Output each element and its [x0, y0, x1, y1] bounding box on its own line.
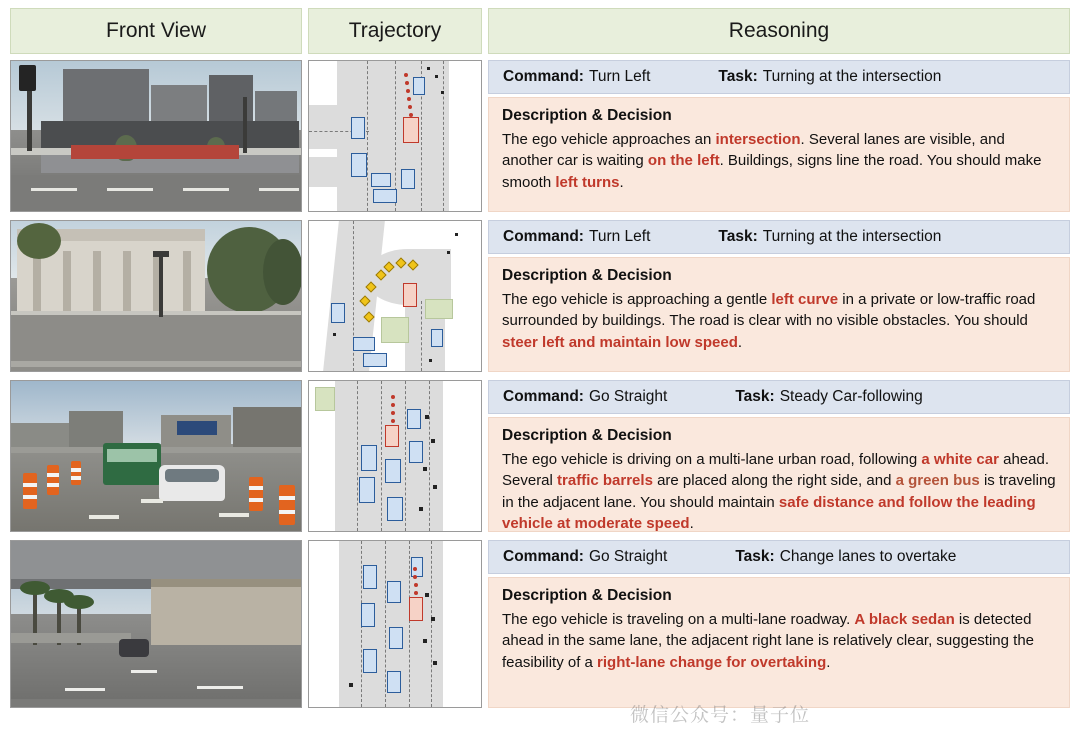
front-view-image-1: [10, 60, 302, 212]
description-title: Description & Decision: [502, 427, 672, 444]
description-title: Description & Decision: [502, 107, 672, 124]
command-value: Turn Left: [588, 68, 651, 85]
front-view-image-2: [10, 220, 302, 372]
table-row: [10, 220, 1070, 372]
description-box-1: [488, 97, 1070, 212]
command-value: Go Straight: [588, 548, 668, 565]
column-header-row: [10, 8, 1070, 54]
watermark: 微信公众号：量子位: [630, 705, 811, 726]
description-body: The ego vehicle is traveling on a multi-lane roadway. A black sedan is detected ahead in the same lane, the adjacent right lane is relatively clear, suggesting the feasibility of a right-lane change for overtaking.: [502, 611, 1035, 671]
header-front-view: Front View: [10, 8, 302, 54]
task-value: Turning at the intersection: [762, 228, 942, 245]
task-label: Task:: [735, 388, 775, 405]
description-title: Description & Decision: [502, 587, 672, 604]
description-box-3: [488, 417, 1070, 532]
trajectory-bev-3: [308, 380, 482, 532]
command-label: Command:: [503, 388, 584, 405]
task-value: Change lanes to overtake: [779, 548, 957, 565]
header-trajectory: Trajectory: [308, 8, 482, 54]
command-bar-1: [488, 60, 1070, 94]
example-rows: [10, 60, 1070, 708]
description-box-2: [488, 257, 1070, 372]
header-reasoning: Reasoning: [488, 8, 1070, 54]
table-row: [10, 380, 1070, 532]
description-body: The ego vehicle approaches an intersection. Several lanes are visible, and another car is waiting on the left. Buildings, signs line the road. You should make smooth left turns.: [502, 131, 1042, 191]
task-value: Steady Car-following: [779, 388, 923, 405]
task-label: Task:: [718, 228, 758, 245]
trajectory-bev-4: [308, 540, 482, 708]
reasoning-cell-1: [488, 60, 1070, 212]
trajectory-bev-1: [308, 60, 482, 212]
task-value: Turning at the intersection: [762, 68, 942, 85]
description-body: The ego vehicle is approaching a gentle left curve in a private or low-traffic road surrounded by buildings. The road is clear with no visible obstacles. You should steer left and maintain low speed.: [502, 291, 1036, 351]
front-view-image-4: [10, 540, 302, 708]
command-value: Turn Left: [588, 228, 651, 245]
command-bar-2: [488, 220, 1070, 254]
command-value: Go Straight: [588, 388, 668, 405]
reasoning-cell-4: [488, 540, 1070, 708]
command-label: Command:: [503, 548, 584, 565]
task-label: Task:: [718, 68, 758, 85]
command-label: Command:: [503, 68, 584, 85]
description-title: Description & Decision: [502, 267, 672, 284]
reasoning-cell-3: [488, 380, 1070, 532]
trajectory-bev-2: [308, 220, 482, 372]
table-row: [10, 60, 1070, 212]
command-bar-3: [488, 380, 1070, 414]
command-bar-4: [488, 540, 1070, 574]
description-box-4: [488, 577, 1070, 708]
reasoning-cell-2: [488, 220, 1070, 372]
description-body: The ego vehicle is driving on a multi-lane urban road, following a white car ahead. Several traffic barrels are placed along the right side, and a green bus is traveling in the adjacent lane. You should maintain safe distance and follow the leading vehicle at moderate speed.: [502, 451, 1056, 532]
command-label: Command:: [503, 228, 584, 245]
table-row: [10, 540, 1070, 708]
front-view-image-3: [10, 380, 302, 532]
task-label: Task:: [735, 548, 775, 565]
